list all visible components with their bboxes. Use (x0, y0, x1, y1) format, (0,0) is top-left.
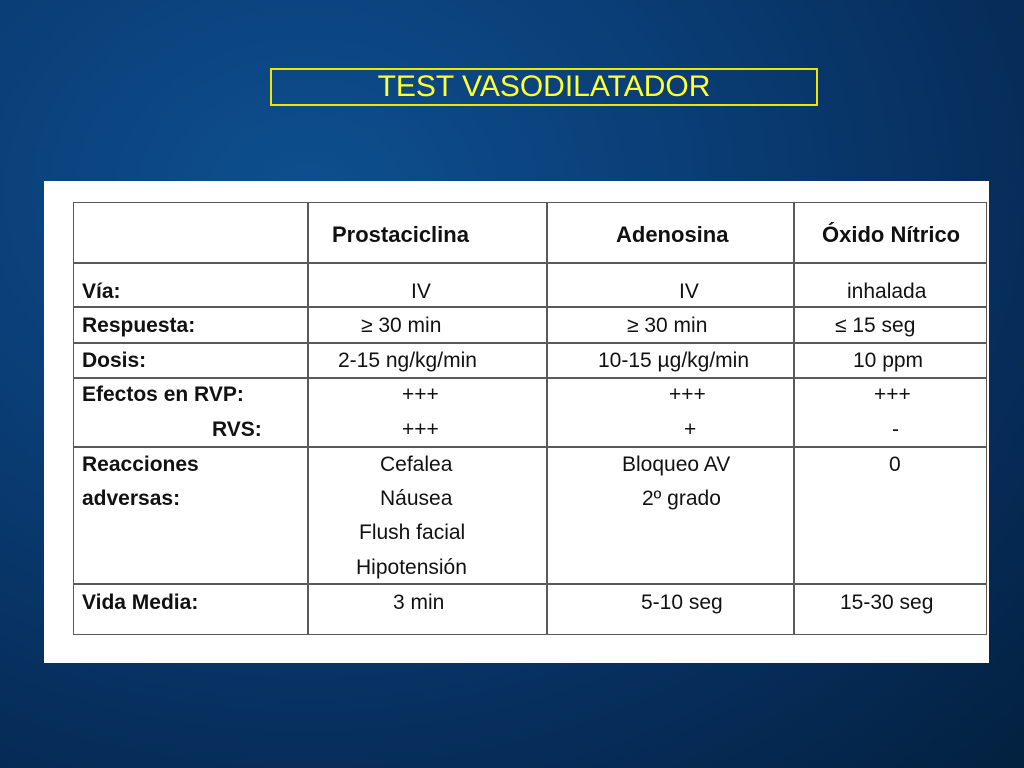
row-label-respuesta: Respuesta: (82, 314, 196, 337)
table-cell: Cefalea (380, 453, 453, 476)
table-divider (73, 306, 987, 308)
table-cell: IV (411, 280, 431, 303)
table-cell: +++ (669, 383, 706, 406)
table-cell: ≥ 30 min (627, 314, 708, 337)
table-cell: 10 ppm (853, 349, 924, 372)
table-cell: 2-15 ng/kg/min (338, 349, 477, 372)
table-cell: 0 (889, 453, 901, 476)
row-label-reacciones: Reacciones (82, 453, 199, 476)
table-cell: Flush facial (359, 521, 466, 544)
table-divider (73, 377, 987, 379)
table-cell: Hipotensión (356, 556, 467, 579)
table-divider (307, 202, 309, 635)
table-cell: IV (679, 280, 699, 303)
table-cell: +++ (402, 383, 439, 406)
table-cell: 3 min (393, 591, 445, 614)
row-label-adversas: adversas: (82, 487, 181, 510)
table-divider (546, 202, 548, 635)
table-divider (73, 342, 987, 344)
column-header-prostaciclina: Prostaciclina (332, 222, 469, 247)
table-cell: ≤ 15 seg (835, 314, 916, 337)
table-divider (793, 202, 795, 635)
table-cell: - (892, 418, 899, 441)
table-cell: + (684, 418, 697, 441)
table-cell: Náusea (380, 487, 453, 510)
row-label-vida-media: Vida Media: (82, 591, 199, 614)
column-header-oxido-nitrico: Óxido Nítrico (822, 222, 961, 247)
table-cell: 15-30 seg (840, 591, 934, 614)
slide-title: TEST VASODILATADOR (270, 68, 818, 106)
table-divider (73, 262, 987, 264)
comparison-table (73, 202, 987, 635)
row-label-efectos-rvp: Efectos en RVP: (82, 383, 244, 406)
table-cell: 2º grado (642, 487, 721, 510)
table-cell: Bloqueo AV (622, 453, 731, 476)
table-divider (73, 583, 987, 585)
table-cell: inhalada (847, 280, 927, 303)
table-cell: ≥ 30 min (361, 314, 442, 337)
table-cell: 5-10 seg (641, 591, 723, 614)
table-divider (73, 446, 987, 448)
row-label-dosis: Dosis: (82, 349, 147, 372)
table-cell: 10-15 µg/kg/min (598, 349, 750, 372)
row-label-rvs: RVS: (212, 418, 262, 441)
column-header-adenosina: Adenosina (616, 222, 729, 247)
table-cell: +++ (402, 418, 439, 441)
row-label-via: Vía: (82, 280, 121, 303)
table-cell: +++ (874, 383, 911, 406)
